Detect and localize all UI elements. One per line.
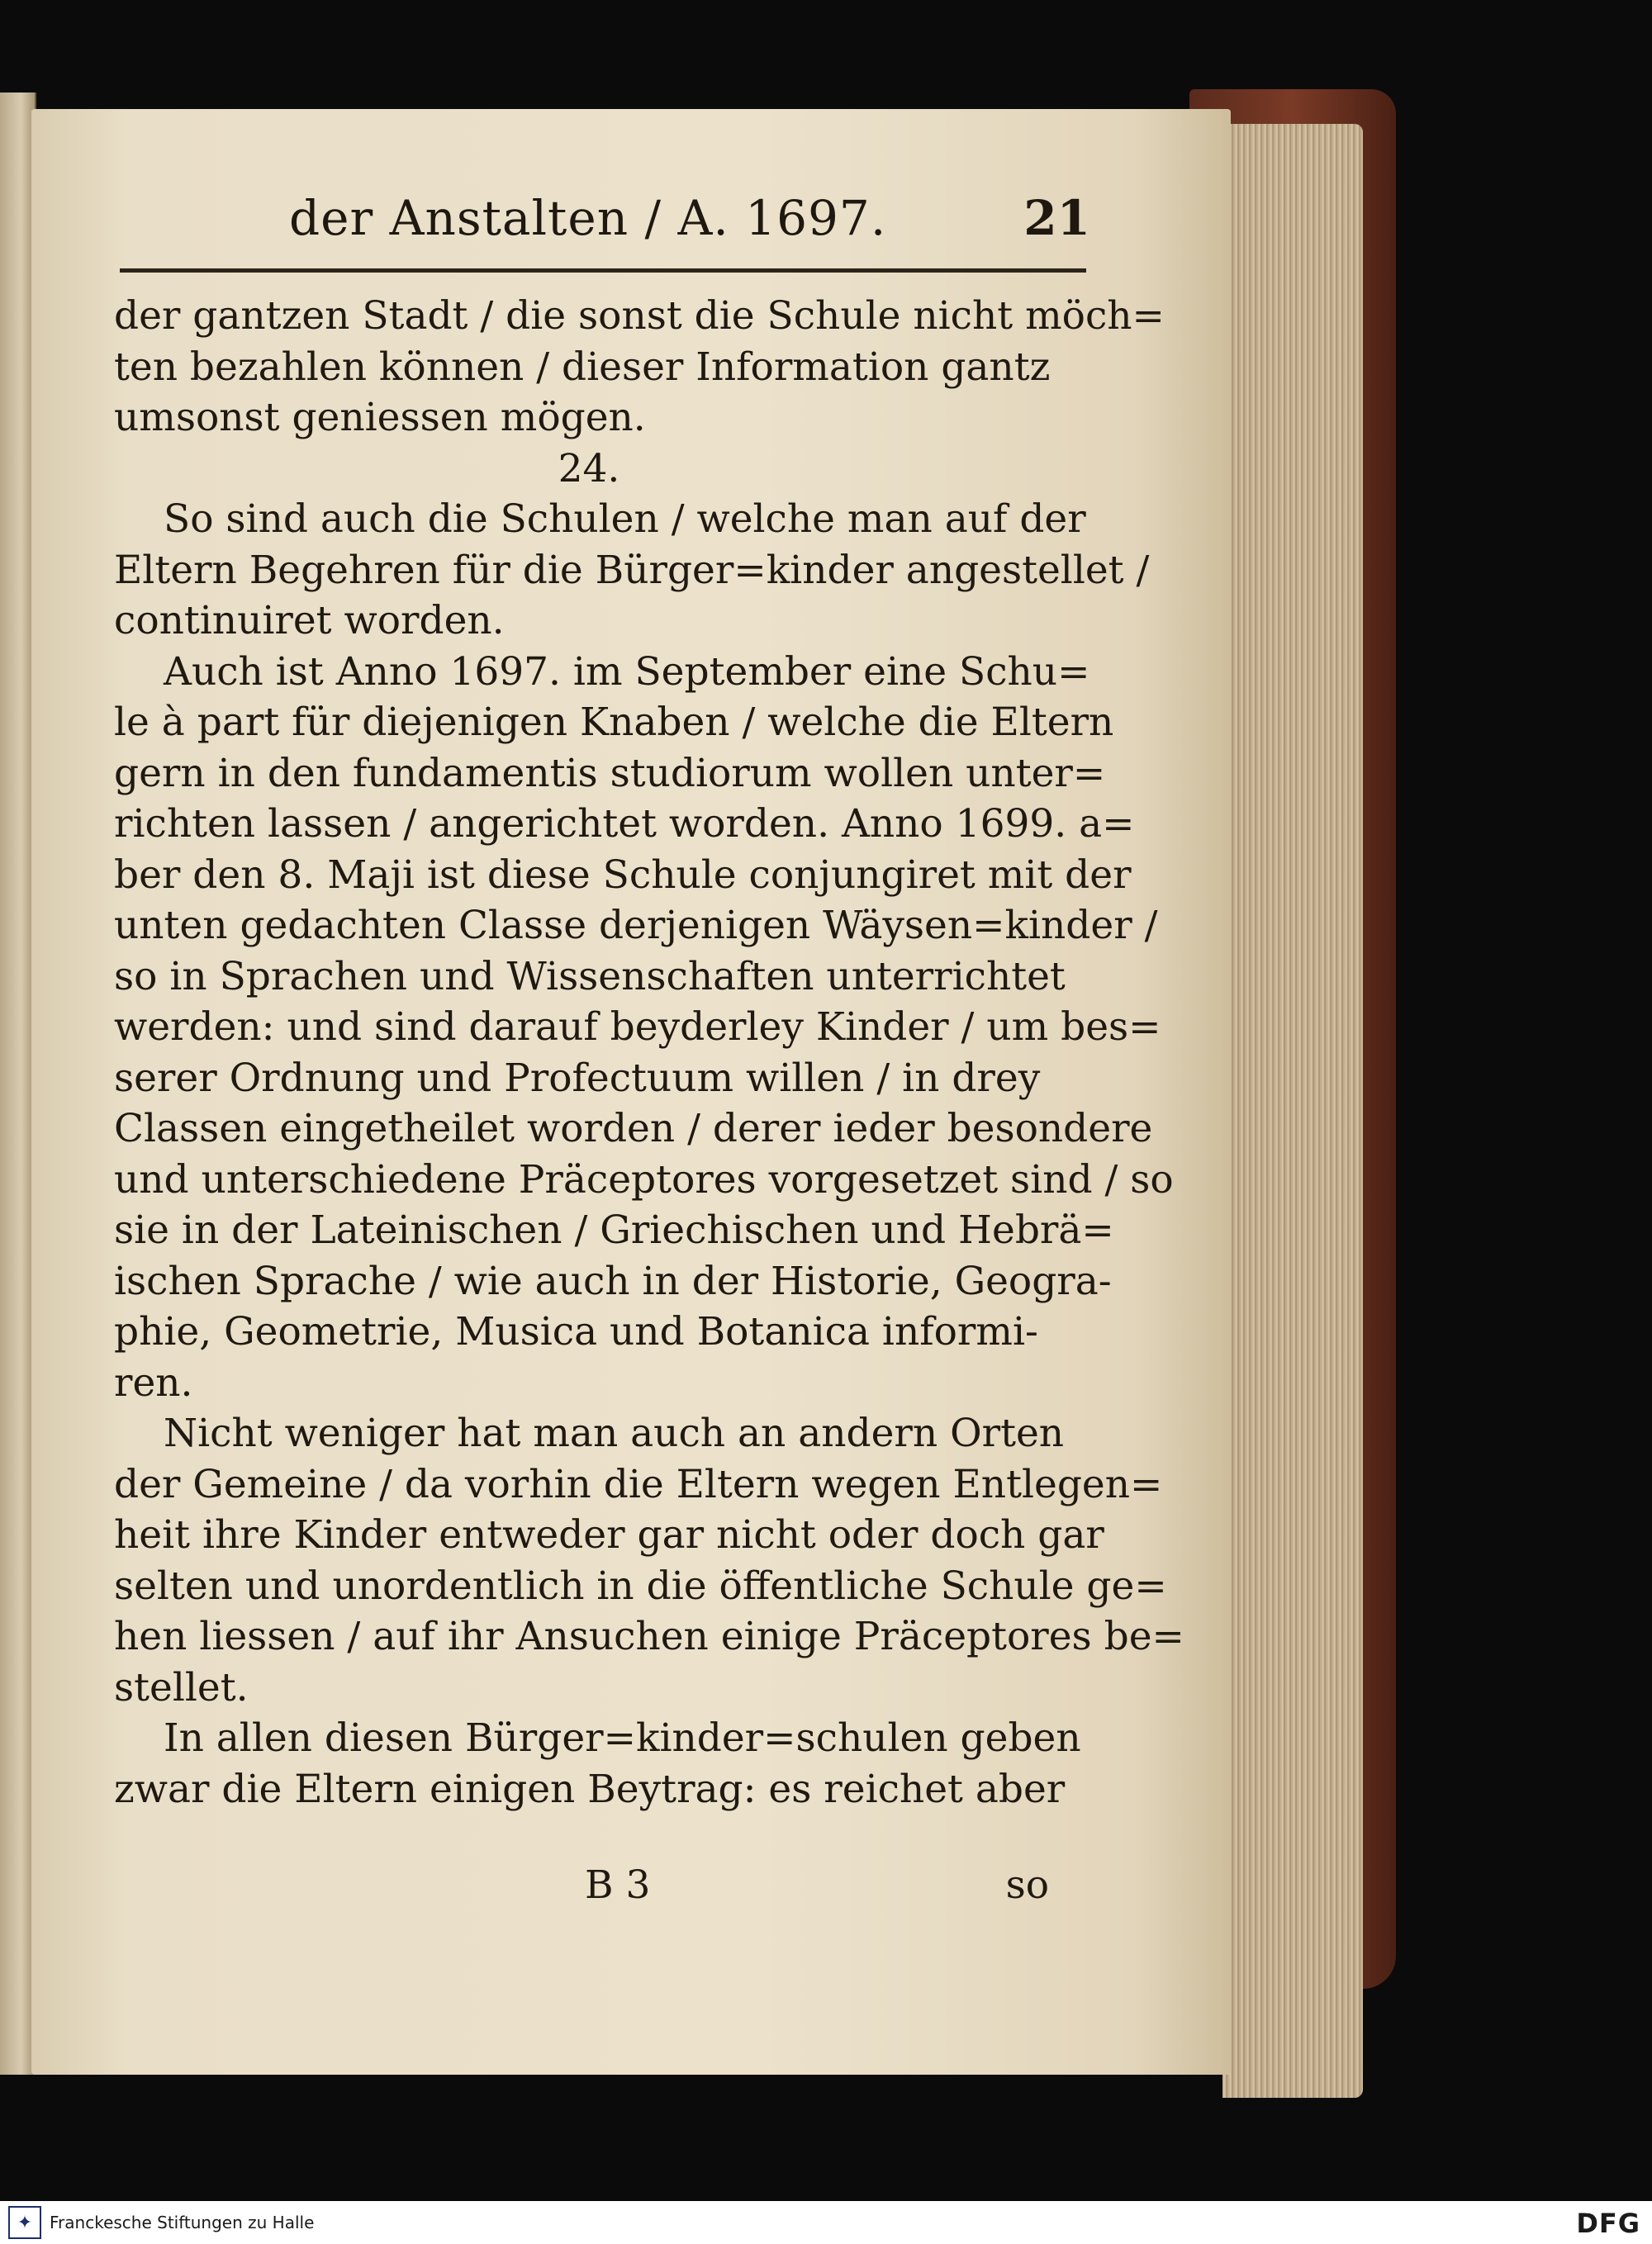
text-line: ber den 8. Maji ist diese Schule conjungiret mit der: [114, 852, 1132, 898]
text-line: so in Sprachen und Wissenschaften unterrichtet: [114, 953, 1066, 999]
text-line: Classen eingetheilet worden / derer ieder besondere: [114, 1106, 1153, 1151]
text-line: continuiret worden.: [114, 598, 505, 643]
text-line: und unterschiedene Präceptores vorgesetzet sind / so: [114, 1156, 1174, 1203]
text-line: In allen diesen Bürger=kinder=schulen geben: [164, 1715, 1081, 1761]
catchword: so: [1005, 1862, 1049, 1908]
text-line: ren.: [114, 1359, 193, 1406]
text-line: gern in den fundamentis studiorum wollen unter=: [114, 750, 1106, 796]
text-line: hen liessen / auf ihr Ansuchen einige Präceptores be=: [114, 1614, 1184, 1659]
text-line: le à part für diejenigen Knaben / welche die Eltern: [114, 700, 1114, 745]
text-line: stellet.: [114, 1664, 249, 1710]
institution-name: Franckesche Stiftungen zu Halle: [50, 2213, 315, 2232]
section-number: 24.: [558, 445, 620, 491]
text-line: unten gedachten Classe derjenigen Wäysen=kinder /: [114, 903, 1158, 948]
body-text: [114, 291, 1184, 1815]
text-line: Auch ist Anno 1697. im September eine Schu=: [164, 648, 1090, 695]
page-header: [116, 190, 1090, 256]
signature-mark: B 3: [585, 1862, 651, 1908]
dfg-logo: DFG: [1576, 2208, 1640, 2239]
institution-logo-icon: ✦: [8, 2206, 41, 2239]
page-number: 21: [1023, 190, 1090, 246]
text-line: serer Ordnung und Profectuum willen / in drey: [114, 1055, 1041, 1101]
text-line: richten lassen / angerichtet worden. Anno 1699. a=: [114, 801, 1135, 847]
page-foot: [114, 1862, 1064, 1920]
header-rule: [120, 268, 1086, 273]
text-line: Eltern Begehren für die Bürger=kinder angestellet /: [114, 547, 1150, 593]
text-line: der Gemeine / da vorhin die Eltern wegen Entlegen=: [114, 1461, 1163, 1507]
text-line: phie, Geometrie, Musica und Botanica informi-: [114, 1309, 1038, 1354]
running-head: der Anstalten / A. 1697.: [289, 190, 887, 246]
text-line: umsonst geniessen mögen.: [114, 395, 646, 440]
text-line: Nicht weniger hat man auch an andern Orten: [164, 1411, 1065, 1456]
viewer-footer: [0, 2201, 1652, 2244]
text-line: ischen Sprache / wie auch in der Historie, Geogra-: [114, 1258, 1112, 1304]
text-line: sie in der Lateinischen / Griechischen und Hebrä=: [114, 1207, 1114, 1253]
text-line: zwar die Eltern einigen Beytrag: es reichet aber: [114, 1766, 1066, 1812]
page-block-edges: [1222, 124, 1363, 2098]
text-line: heit ihre Kinder entweder gar nicht oder doch gar: [114, 1512, 1104, 1558]
text-line: selten und unordentlich in die öffentliche Schule ge=: [114, 1563, 1167, 1609]
text-line: werden: und sind darauf beyderley Kinder / um bes=: [114, 1004, 1161, 1050]
text-line: ten bezahlen können / dieser Information gantz: [114, 344, 1051, 390]
text-line: der gantzen Stadt / die sonst die Schule nicht möch=: [114, 293, 1165, 339]
text-line: So sind auch die Schulen / welche man auf der: [164, 496, 1086, 542]
